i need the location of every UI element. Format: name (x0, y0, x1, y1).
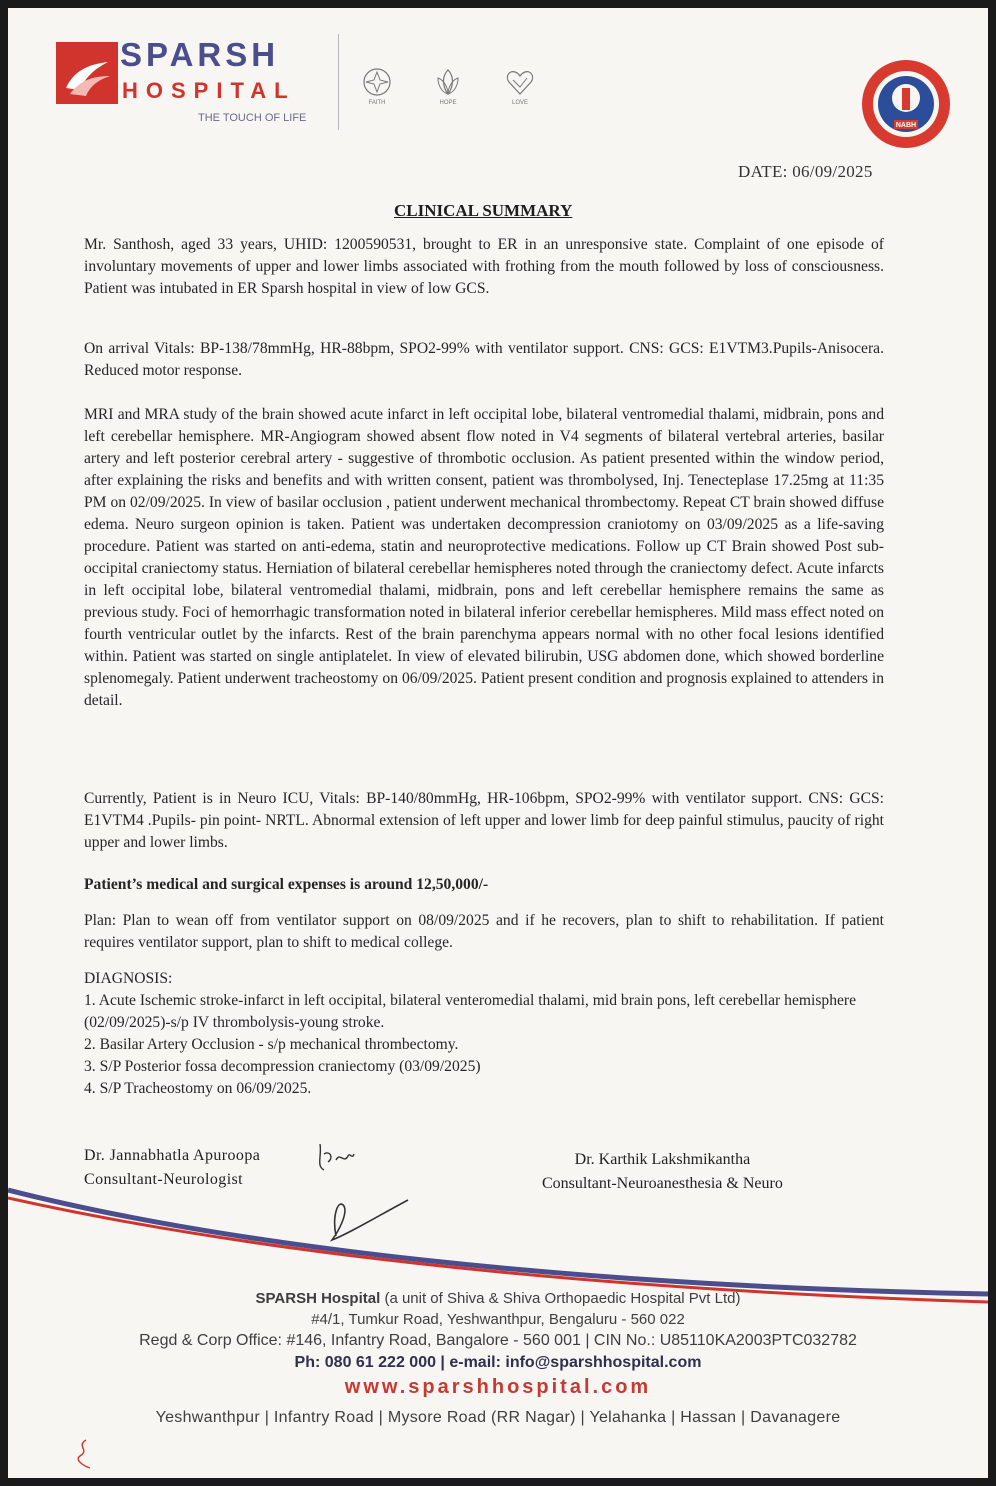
value-faith: FAITH (357, 66, 397, 106)
diagnosis-item: 1. Acute Ischemic stroke-infarct in left occipital, bilateral venteromedial thalami, mid brain pons, left cerebellar hemisphere (02/09/2025)-s/p IV thrombolysis-young stroke. (84, 992, 857, 1031)
header-divider (338, 34, 339, 130)
footer-org-name: SPARSH Hospital (255, 1290, 381, 1307)
signatory-left-title: Consultant-Neurologist (84, 1171, 244, 1188)
signatory-left-name: Dr. Jannabhatla Apuroopa (84, 1147, 261, 1164)
document-page (8, 8, 988, 1478)
footer-branches: Yeshwanthpur | Infantry Road | Mysore Road (RR Nagar) | Yelahanka | Hassan | Davanagere (155, 1409, 841, 1426)
nabh-seal-icon (860, 58, 952, 150)
faith-icon (361, 66, 393, 98)
arrival-vitals-paragraph: On arrival Vitals: BP-138/78mmHg, HR-88bpm, SPO2-99% with ventilator support. CNS: GCS: E1VTM3.Pupils-Anisocera. Reduced motor response. (84, 340, 884, 379)
clinical-course-paragraph: MRI and MRA study of the brain showed acute infarct in left occipital lobe, bilateral ventromedial thalami, midbrain, pons and left cerebellar hemisphere. MR-Angiogram showed absent flow noted in V4 segments of bilateral vertebral arteries, basilar artery and left posterior cerebral artery - suggestive of thrombotic occlusion. As patient presented within the window period, after explaining the risks and benefits and with written consent, patient was thrombolysed, Inj. Tenecteplase 17.25mg at 11:35 PM on 02/09/2025. In view of basilar occlusion , patient underwent mechanical thrombectomy. Repeat CT brain showed diffuse edema. Neuro surgeon opinion is taken. Patient was undertaken decompression craniotomy on 03/09/2025 as a life-saving procedure. Patient was started on anti-edema, statin and neuroprotective medications. Follow up CT Brain showed Post sub-occipital craniectomy status. Herniation of bilateral cerebellar hemispheres noted through the craniectomy defect. Acute infarcts in left occipital lobe, bilateral ventromedial thalami, midbrain, pons and left cerebellar hemisphere remains the same as previous study. Foci of hemorrhagic transformation noted in bilateral inferior cerebellar hemispheres. Mild mass effect noted on fourth ventricular outlet by the infarcts. Rest of the brain parenchyma appears normal with no other focal lesions identified within. Patient was started on single antiplatelet. In view of elevated bilirubin, USG abdomen done, which showed borderline splenomegaly. Patient underwent tracheostomy on 06/09/2025. Patient present condition and prognosis explained to attenders in detail. (84, 406, 884, 709)
brand-tagline: THE TOUCH OF LIFE (198, 112, 307, 124)
diagnosis-heading: DIAGNOSIS: (84, 970, 173, 987)
hope-icon (432, 66, 464, 98)
diagnosis-item: 2. Basilar Artery Occlusion - s/p mechanical thrombectomy. (84, 1036, 459, 1053)
document-date: DATE: 06/09/2025 (738, 162, 873, 181)
footer-org-parent: (a unit of Shiva & Shiva Orthopaedic Hospital Pvt Ltd) (384, 1290, 741, 1307)
brand-subtitle: HOSPITAL (122, 78, 296, 103)
footer-address: #4/1, Tumkur Road, Yeshwanthpur, Bengaluru - 560 022 (311, 1311, 685, 1328)
footer-website[interactable]: www.sparshhospital.com (344, 1376, 652, 1398)
history-paragraph: Mr. Santhosh, aged 33 years, UHID: 1200590531, brought to ER in an unresponsive state. Complaint of one episode of involuntary movements of upper and lower limbs associated with frothing from the mouth followed by loss of consciousness. Patient was intubated in ER Sparsh hospital in view of low GCS. (84, 236, 884, 297)
current-status-paragraph: Currently, Patient is in Neuro ICU, Vitals: BP-140/80mmHg, HR-106bpm, SPO2-99% with ventilator support. CNS: GCS: E1VTM4 .Pupils- pin point- NRTL. Abnormal extension of left upper and lower limb for deep painful stimulus, paucity of right upper and lower limbs. (84, 790, 884, 851)
seal-text: NABH (895, 122, 917, 129)
letterhead-footer (8, 1290, 988, 1427)
love-icon (504, 66, 536, 98)
expenses-line: Patient’s medical and surgical expenses is around 12,50,000/- (84, 876, 489, 893)
diagnosis-item: 3. S/P Posterior fossa decompression craniectomy (03/09/2025) (84, 1058, 481, 1075)
value-love: LOVE (500, 66, 540, 106)
footer-org-line (8, 1290, 988, 1307)
value-hope: HOPE (428, 66, 468, 106)
brand-name: SPARSH (120, 36, 280, 73)
sparsh-logo-icon (56, 42, 118, 104)
signatory-right-title: Consultant-Neuroanesthesia & Neuro (542, 1175, 783, 1192)
handwritten-mark-icon (72, 1438, 96, 1472)
footer-swoosh (8, 1176, 988, 1306)
diagnosis-item: 4. S/P Tracheostomy on 06/09/2025. (84, 1080, 312, 1097)
diagnosis-section (84, 968, 884, 1100)
footer-contact: Ph: 080 61 222 000 | e-mail: info@sparshhospital.com (294, 1354, 702, 1371)
signatory-right-name: Dr. Karthik Lakshmikantha (574, 1151, 751, 1168)
document-title: CLINICAL SUMMARY (394, 201, 573, 220)
plan-paragraph: Plan: Plan to wean off from ventilator support on 08/09/2025 and if he recovers, plan to shift to rehabilitation. If patient requires ventilator support, plan to shift to medical college. (84, 912, 884, 951)
footer-regd-office: Regd & Corp Office: #146, Infantry Road, Bangalore - 560 001 | CIN No.: U85110KA2003PTC032782 (139, 1332, 857, 1349)
